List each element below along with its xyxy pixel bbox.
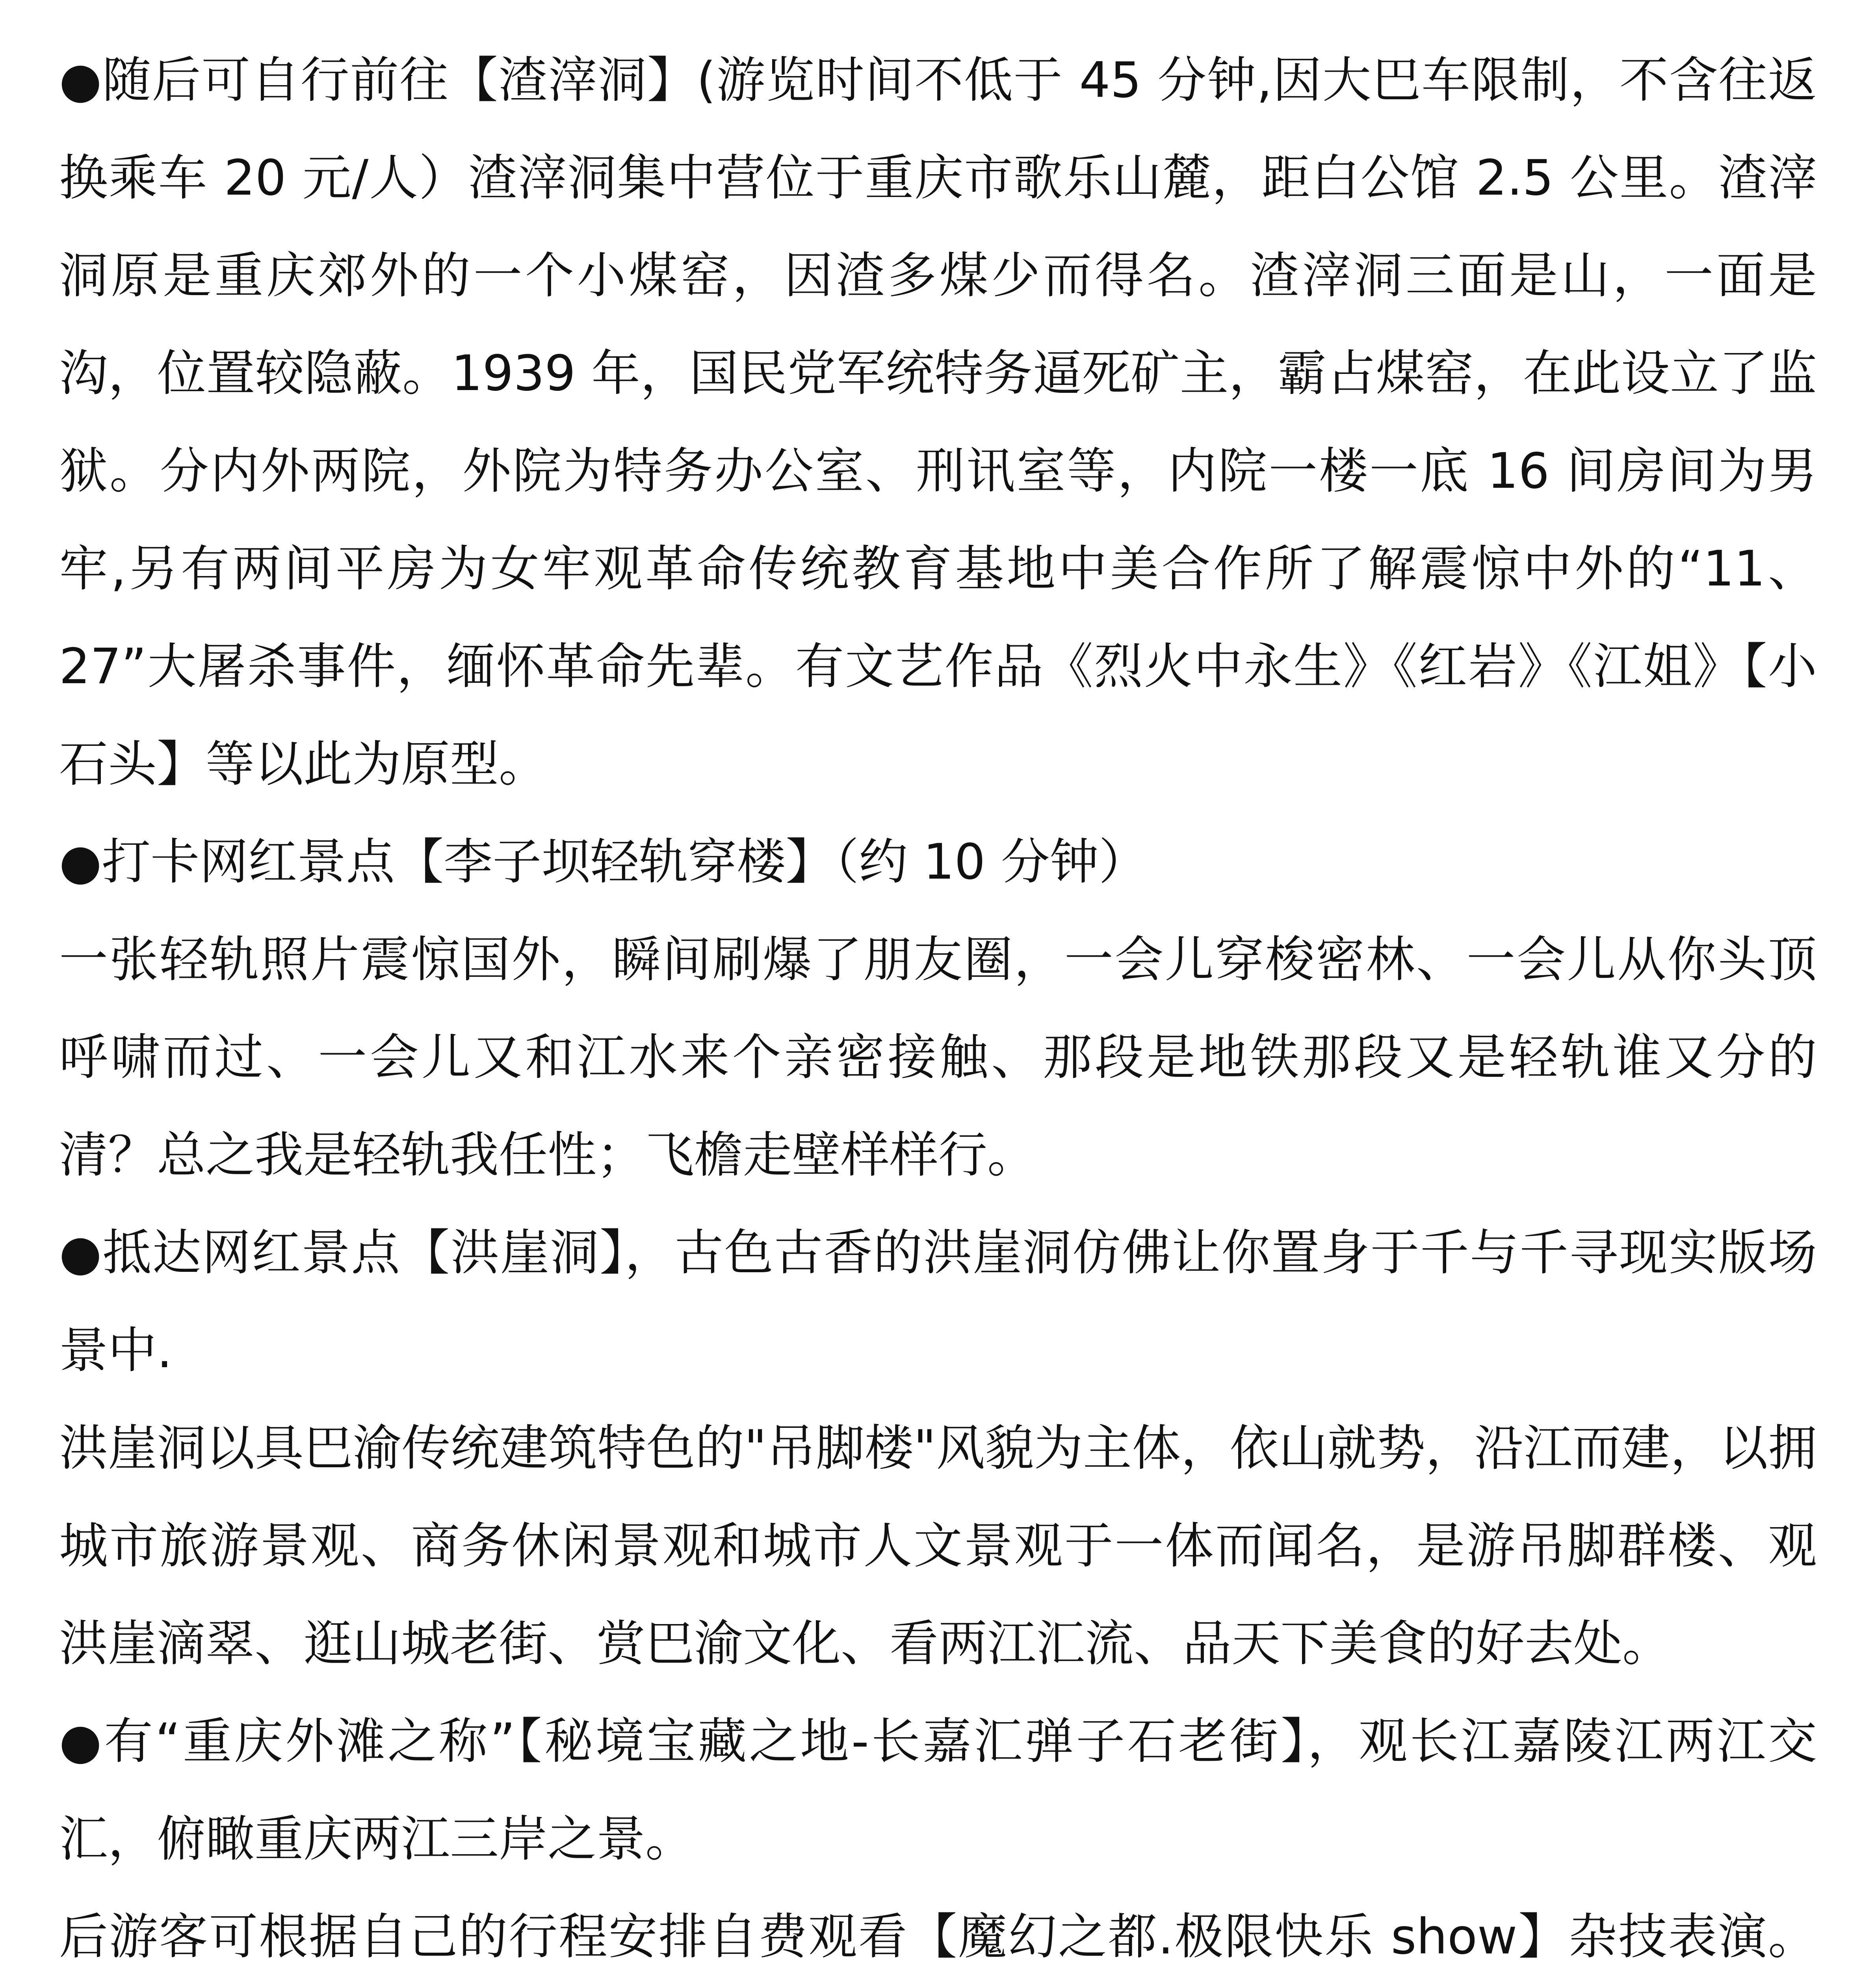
paragraph-zhazidong: ●随后可自行前往【渣滓洞】(游览时间不低于 45 分钟,因大巴车限制，不含往返换乘车 20 元/人）渣滓洞集中营位于重庆市歌乐山麓，距白公馆 2.5 公里。渣滓洞原是重庆郊外的一个小煤窑，因渣多煤少而得名。渣滓洞三面是山，一面是沟，位置较隐蔽。1939 年，国民党军统特务逼死矿主，霸占煤窑，在此设立了监狱。分内外两院，外院为特务办公室、刑讯室等，内院一楼一底 16 间房间为男牢,另有两间平房为女牢观革命传统教育基地中美合作所了解震惊中外的“11、27”大屠杀事件，缅怀革命先辈。有文艺作品《烈火中永生》《红岩》《江姐》【小石头】等以此为原型。: [59, 52, 1817, 793]
paragraph-liziba-description: 一张轻轨照片震惊国外，瞬间刷爆了朋友圈，一会儿穿梭密林、一会儿从你头顶呼啸而过、一会儿又和江水来个亲密接触、那段是地铁那段又是轻轨谁又分的清？总之我是轻轨我任性；飞檐走壁样样行。: [59, 931, 1817, 1184]
paragraph-changjiahui: ●有“重庆外滩之称”【秘境宝藏之地-长嘉汇弹子石老街】，观长江嘉陵江两江交汇，俯瞰重庆两江三岸之景。: [59, 1713, 1817, 1868]
document-page: [59, 32, 1817, 1970]
paragraph-show-and-notice: 后游客可根据自己的行程安排自费观看【魔幻之都.极限快乐 show】杂技表演。: [59, 1909, 1817, 1965]
paragraph-hongyadong-heading: ●抵达网红景点【洪崖洞】，古色古香的洪崖洞仿佛让你置身于千与千寻现实版场景中.: [59, 1225, 1817, 1379]
paragraph-liziba-heading: ●打卡网红景点【李子坝轻轨穿楼】（约 10 分钟）: [59, 834, 1148, 890]
paragraph-hongyadong-description: 洪崖洞以具巴渝传统建筑特色的"吊脚楼"风貌为主体，依山就势，沿江而建，以拥城市旅游景观、商务休闲景观和城市人文景观于一体而闻名，是游吊脚群楼、观洪崖滴翠、逛山城老街、赏巴渝文化、看两江汇流、品天下美食的好去处。: [59, 1420, 1817, 1672]
